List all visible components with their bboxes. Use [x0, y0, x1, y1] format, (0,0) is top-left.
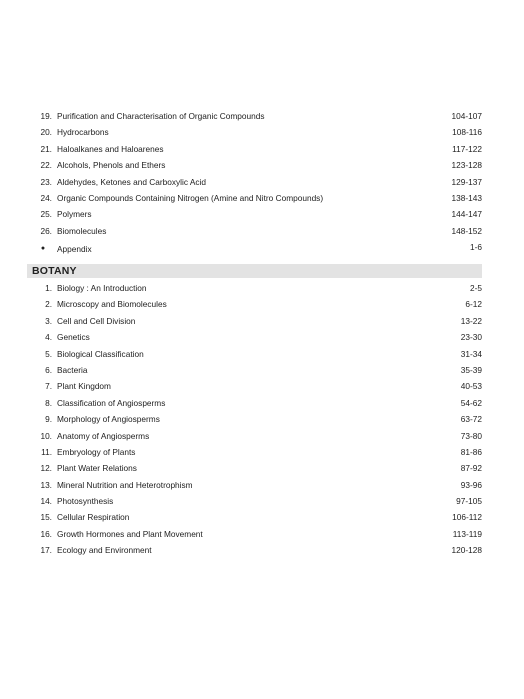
toc-entry-number: 14. [40, 496, 52, 507]
toc-entry-title: Bacteria [57, 364, 88, 375]
toc-entry-number: 9. [45, 414, 52, 425]
toc-entry [34, 362, 482, 378]
toc-entry-pages: 138-143 [451, 192, 482, 203]
toc-entry [34, 223, 482, 239]
toc-entry-title: Photosynthesis [57, 496, 114, 507]
toc-entry [34, 395, 482, 411]
toc-entry-number: 20. [40, 127, 52, 138]
toc-entry-number: 6. [45, 364, 52, 375]
toc-entry-label [34, 108, 265, 124]
toc-entry [34, 313, 482, 329]
toc-entry-pages: 97-105 [456, 496, 482, 507]
toc-entry [34, 444, 482, 460]
toc-entry-number: 24. [40, 192, 52, 203]
toc-entry [34, 124, 482, 140]
toc-entry-number: 1. [45, 283, 52, 293]
toc-entry-title: Plant Kingdom [57, 381, 111, 392]
toc-entry-label [34, 241, 92, 257]
toc-entry-title: Polymers [57, 209, 92, 220]
toc-entry [34, 509, 482, 525]
toc-entry-title: Hydrocarbons [57, 127, 109, 138]
toc-entry-title: Plant Water Relations [57, 463, 137, 474]
toc-entry-pages: 93-96 [460, 479, 482, 490]
toc-entry-title: Alcohols, Phenols and Ethers [57, 160, 166, 171]
toc-entry-label [34, 378, 111, 394]
toc-entry [34, 378, 482, 394]
toc-entry-title: Biomolecules [57, 225, 107, 236]
toc-entry-label [34, 411, 160, 427]
toc-entry [34, 296, 482, 312]
toc-entry-pages: 87-92 [460, 463, 482, 474]
toc-entry-label [34, 346, 144, 362]
toc-entry [34, 108, 482, 124]
toc-entry-number: 22. [40, 160, 52, 171]
toc-entry [34, 206, 482, 222]
toc-entry-pages: 13-22 [460, 315, 482, 326]
toc-entry-label [34, 444, 135, 460]
toc-entry-number: 16. [40, 528, 52, 539]
toc-entry-pages: 1-6 [470, 242, 482, 253]
toc-entry [34, 280, 482, 296]
toc-entry-title: Cellular Respiration [57, 512, 130, 523]
toc-entry-label [34, 460, 137, 476]
toc-entry-number: 21. [40, 143, 52, 154]
toc-entry-title: Ecology and Environment [57, 545, 152, 556]
toc-entry-title: Embryology of Plants [57, 446, 136, 457]
toc-entry-label [34, 141, 164, 157]
toc-entry-title: Biological Classification [57, 348, 144, 359]
toc-entry-label [34, 362, 87, 378]
toc-entry [34, 477, 482, 493]
toc-entry-title: Genetics [57, 332, 90, 343]
toc-entry-pages: 106-112 [452, 512, 482, 523]
toc-entry-pages: 117-122 [452, 143, 482, 154]
toc-entry [34, 174, 482, 190]
toc-entry-number: 12. [40, 463, 52, 474]
toc-entry-number: 17. [40, 545, 52, 556]
toc-entry-label [34, 296, 167, 312]
toc-entry-number: 11. [41, 446, 52, 457]
toc-entry-number: 19. [40, 111, 52, 121]
toc-entry [34, 526, 482, 542]
toc-entry-label [34, 526, 203, 542]
toc-entry-number: 13. [40, 479, 52, 490]
toc-entry [34, 411, 482, 427]
toc-entry-number: 10. [40, 430, 52, 441]
toc-entry-number: 2. [45, 299, 52, 310]
toc-entry-pages: 35-39 [460, 364, 482, 375]
toc-entry-label [34, 157, 165, 173]
toc-entry [34, 493, 482, 509]
toc-entry-number: 7. [45, 381, 52, 392]
toc-entry-pages: 31-34 [460, 348, 482, 359]
toc-entry-number: 23. [40, 176, 52, 187]
toc-entry-number: 5. [45, 348, 52, 359]
toc-entry [34, 346, 482, 362]
toc-entry [34, 542, 482, 558]
toc-entry-title: Mineral Nutrition and Heterotrophism [57, 479, 193, 490]
chemistry-toc-list [34, 108, 482, 256]
toc-entry-number: 26. [40, 225, 52, 236]
toc-entry-pages: 129-137 [451, 176, 482, 187]
toc-entry-title: Anatomy of Angiosperms [57, 430, 150, 441]
toc-entry-title: Haloalkanes and Haloarenes [57, 143, 164, 154]
toc-entry-label [34, 313, 135, 329]
botany-toc-list [34, 280, 482, 559]
toc-entry-title: Morphology of Angiosperms [57, 414, 160, 425]
toc-entry-title: Aldehydes, Ketones and Carboxylic Acid [57, 176, 206, 187]
toc-entry [34, 141, 482, 157]
toc-entry-pages: 108-116 [452, 127, 482, 138]
toc-entry-label [34, 493, 113, 509]
toc-entry-label [34, 477, 193, 493]
toc-entry-label [34, 428, 149, 444]
toc-entry-title: Cell and Cell Division [57, 315, 136, 326]
toc-entry-pages: 120-128 [451, 545, 482, 556]
toc-entry [34, 239, 482, 255]
toc-entry-pages: 63-72 [460, 414, 482, 425]
toc-entry-number: 3. [45, 315, 52, 326]
toc-entry-pages: 2-5 [470, 283, 482, 293]
toc-entry-pages: 148-152 [451, 225, 482, 236]
toc-entry-label [34, 124, 109, 140]
toc-entry [34, 157, 482, 173]
toc-entry-title: Growth Hormones and Plant Movement [57, 528, 203, 539]
toc-entry-number: 8. [45, 397, 52, 408]
toc-entry-label [34, 509, 129, 525]
toc-entry-label [34, 190, 323, 206]
toc-entry-title: Microscopy and Biomolecules [57, 299, 167, 310]
toc-entry-pages: 113-119 [452, 528, 482, 539]
toc-entry-number: 15. [40, 512, 52, 523]
toc-entry-pages: 123-128 [451, 160, 482, 171]
toc-entry-title: Biology : An Introduction [57, 283, 147, 293]
toc-entry-pages: 54-62 [460, 397, 482, 408]
toc-entry-label [34, 329, 90, 345]
toc-entry [34, 329, 482, 345]
toc-entry-pages: 104-107 [451, 111, 482, 121]
botany-section-heading: BOTANY [27, 264, 482, 278]
toc-entry [34, 190, 482, 206]
toc-entry-label [34, 174, 206, 190]
toc-entry-pages: 6-12 [465, 299, 482, 310]
toc-entry-pages: 23-30 [460, 332, 482, 343]
bullet-icon: ● [40, 245, 46, 253]
toc-entry-pages: 144-147 [451, 209, 482, 220]
toc-entry-number: 4. [45, 332, 52, 343]
toc-entry-title: Organic Compounds Containing Nitrogen (Amine and Nitro Compounds) [57, 192, 324, 203]
toc-entry-label [34, 223, 106, 239]
toc-entry-pages: 40-53 [460, 381, 482, 392]
toc-entry-pages: 81-86 [460, 446, 482, 457]
toc-entry-label [34, 542, 152, 558]
toc-entry-label [34, 206, 92, 222]
toc-entry-title: Purification and Characterisation of Organic Compounds [57, 111, 265, 121]
toc-entry-number: 25. [40, 209, 52, 220]
toc-entry-label [34, 395, 165, 411]
toc-entry [34, 428, 482, 444]
toc-entry [34, 460, 482, 476]
toc-entry-label [34, 280, 146, 296]
toc-entry-pages: 73-80 [460, 430, 482, 441]
toc-entry-title: Classification of Angiosperms [57, 397, 166, 408]
toc-entry-title: Appendix [57, 244, 92, 255]
